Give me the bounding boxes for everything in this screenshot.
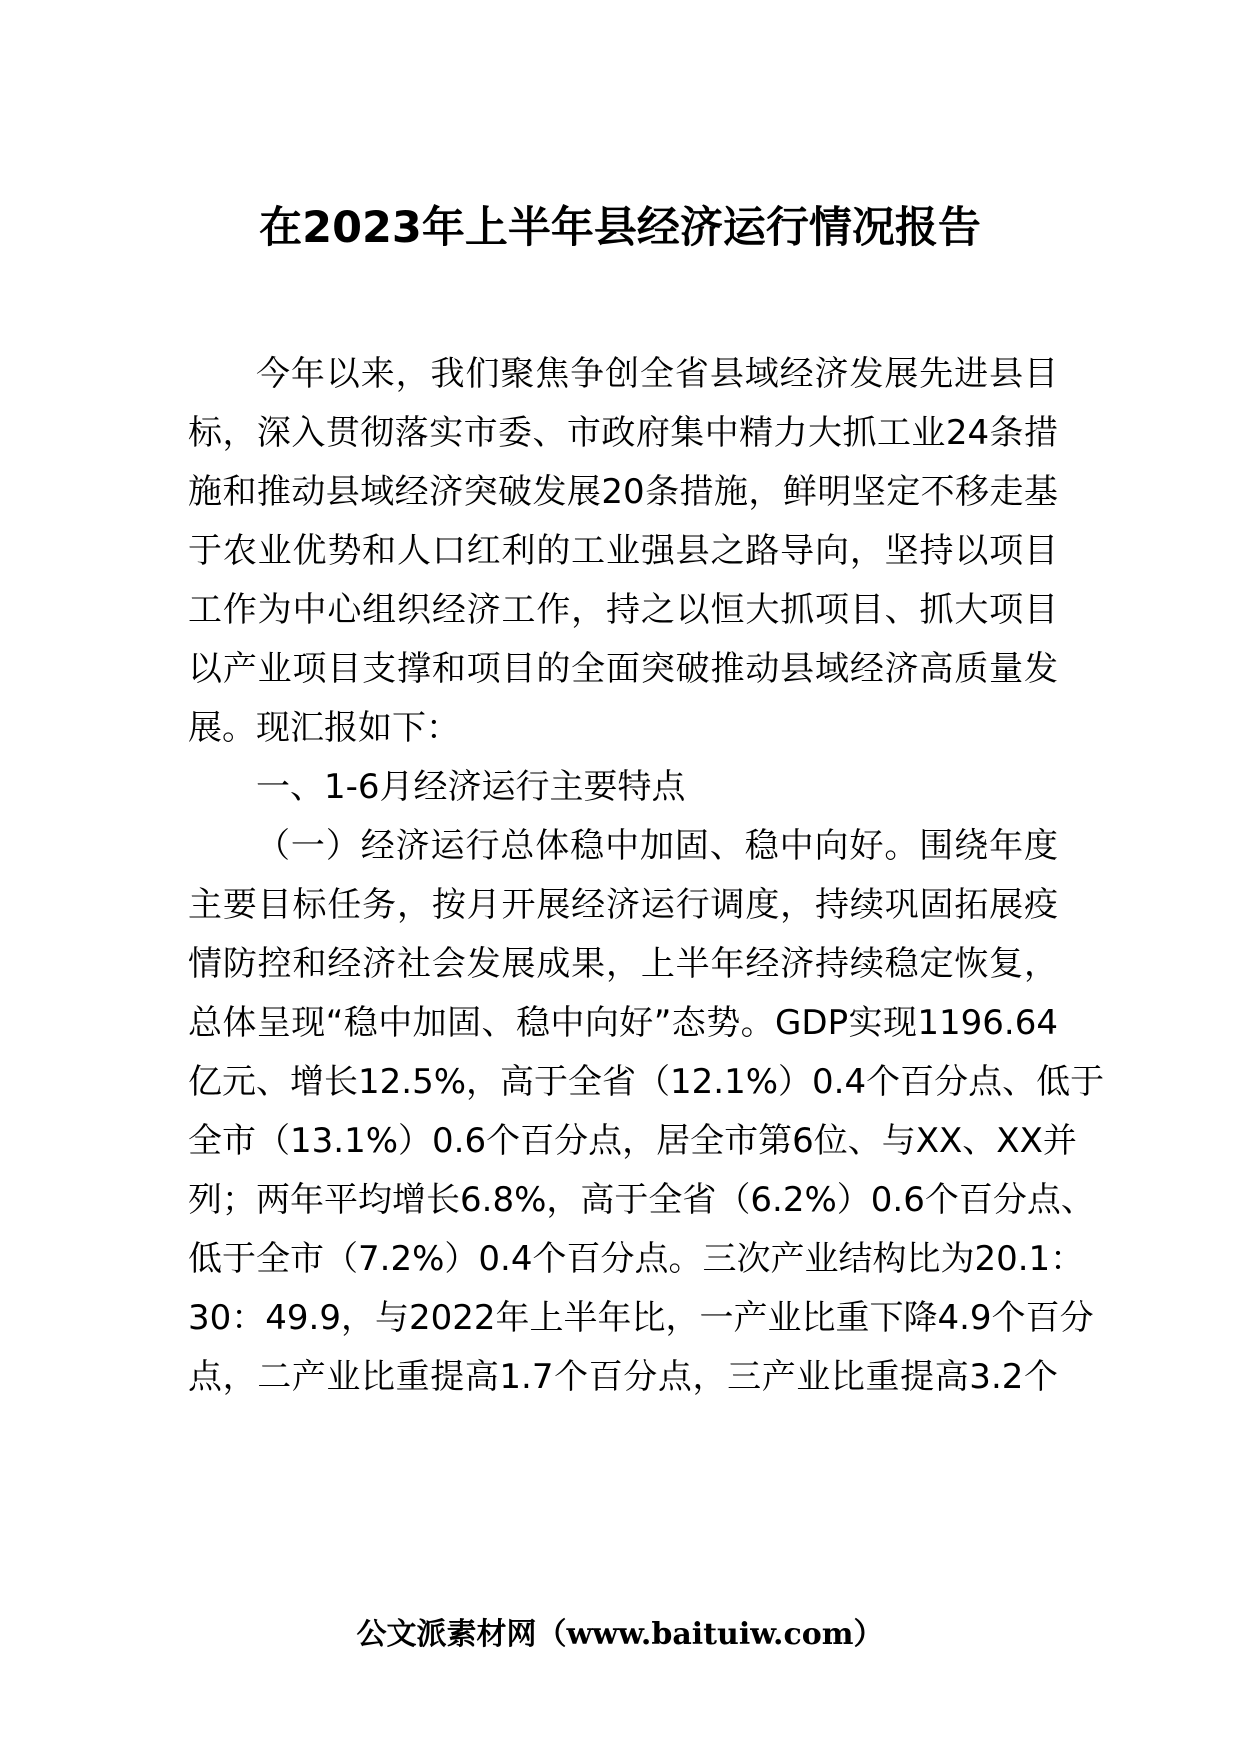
body-line: 情防控和经济社会发展成果，上半年经济持续稳定恢复， bbox=[188, 944, 1058, 984]
section-heading: 一、1-6月经济运行主要特点 bbox=[256, 767, 686, 807]
body-line: 列；两年平均增长6.8%，高于全省（6.2%）0.6个百分点、 bbox=[188, 1180, 1095, 1220]
footer-watermark: 公文派素材网（www.baituiw.com） bbox=[356, 1617, 884, 1652]
body-line: 点，二产业比重提高1.7个百分点，三产业比重提高3.2个 bbox=[188, 1357, 1058, 1397]
body-line: 主要目标任务，按月开展经济运行调度，持续巩固拓展疫 bbox=[188, 885, 1058, 925]
body-line: 标，深入贯彻落实市委、市政府集中精力大抓工业24条措 bbox=[188, 413, 1058, 453]
body-line: 全市（13.1%）0.6个百分点，居全市第6位、与XX、XX并 bbox=[188, 1121, 1077, 1161]
body-line: 今年以来，我们聚焦争创全省县域经济发展先进县目 bbox=[256, 354, 1058, 394]
body-line: 展。现汇报如下： bbox=[188, 708, 460, 748]
body-line: 亿元、增长12.5%，高于全省（12.1%）0.4个百分点、低于 bbox=[188, 1062, 1105, 1102]
document-title: 在2023年上半年县经济运行情况报告 bbox=[259, 203, 981, 253]
body-line: 以产业项目支撑和项目的全面突破推动县域经济高质量发 bbox=[188, 649, 1058, 689]
body-line: （一）经济运行总体稳中加固、稳中向好。围绕年度 bbox=[256, 826, 1058, 866]
body-line: 于农业优势和人口红利的工业强县之路导向，坚持以项目 bbox=[188, 531, 1058, 571]
body-line: 施和推动县域经济突破发展20条措施，鲜明坚定不移走基 bbox=[188, 472, 1058, 512]
body-line: 工作为中心组织经济工作，持之以恒大抓项目、抓大项目 bbox=[188, 590, 1058, 630]
body-line: 30：49.9，与2022年上半年比，一产业比重下降4.9个百分 bbox=[188, 1298, 1094, 1338]
body-line: 低于全市（7.2%）0.4个百分点。三次产业结构比为20.1： bbox=[188, 1239, 1085, 1279]
body-line: 总体呈现“稳中加固、稳中向好”态势。GDP实现1196.64 bbox=[188, 1003, 1058, 1043]
